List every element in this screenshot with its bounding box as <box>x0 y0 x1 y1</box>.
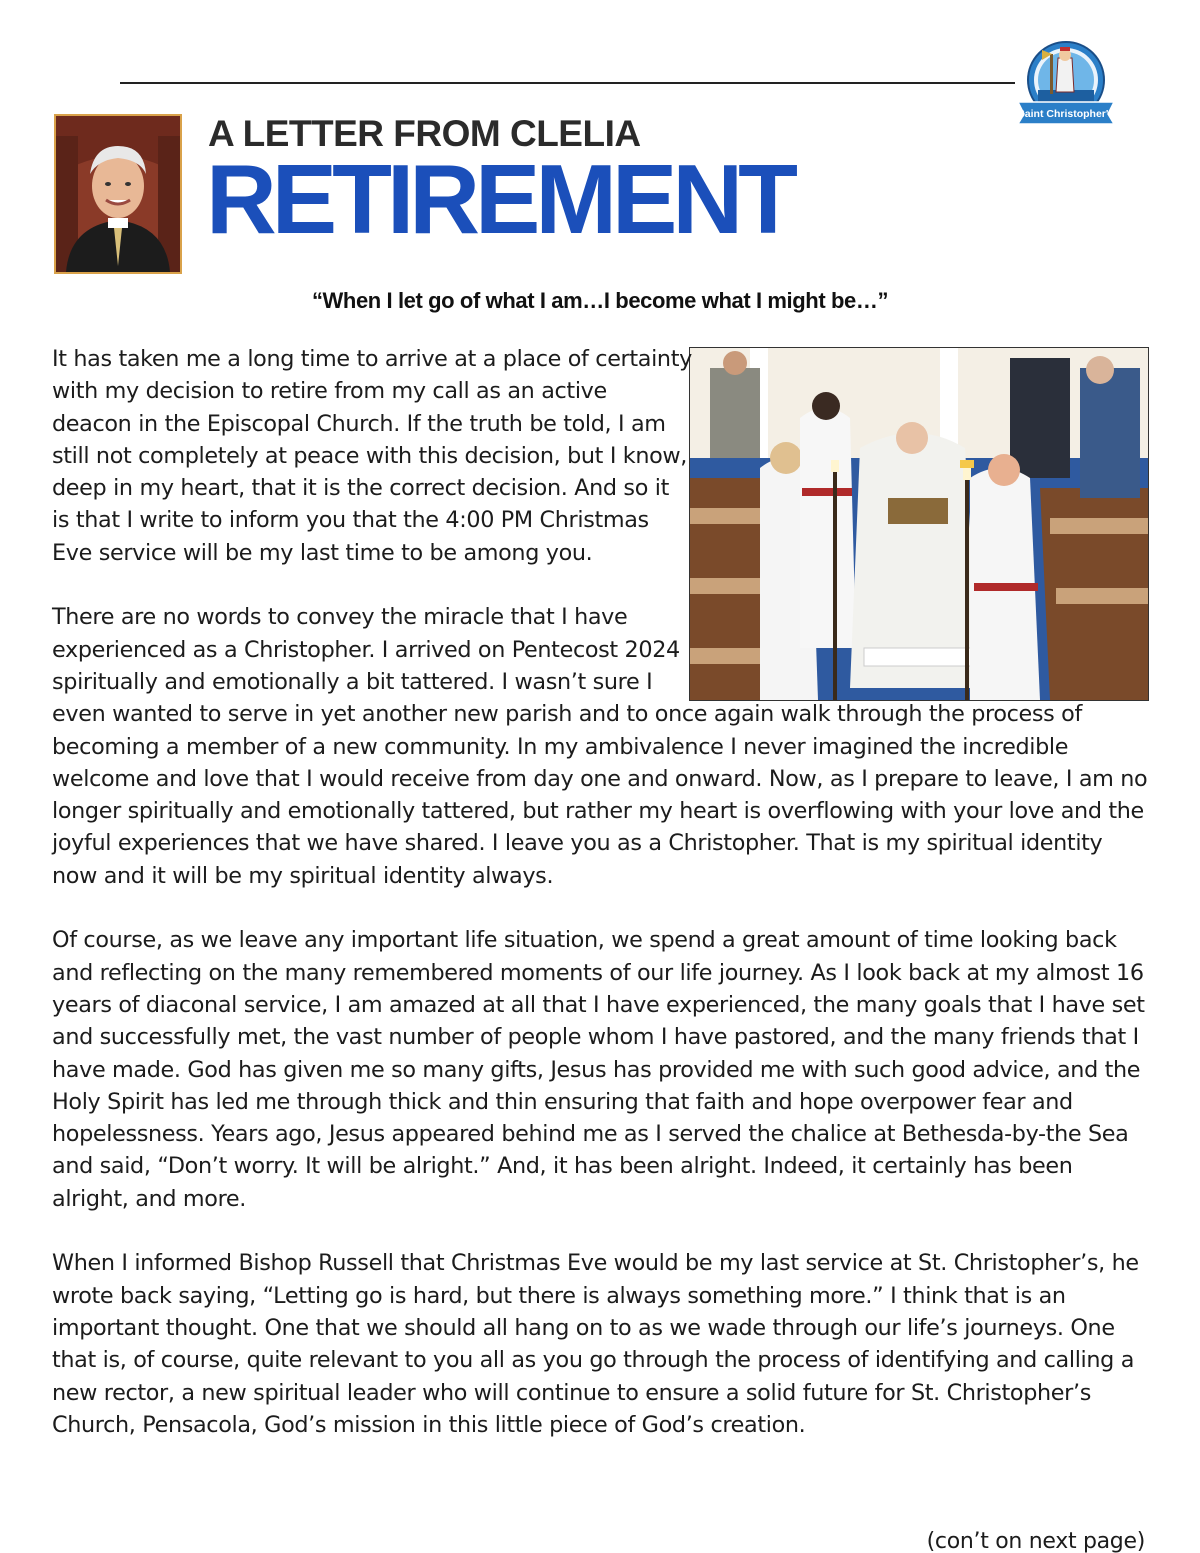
portrait-photo-icon <box>54 114 182 274</box>
continued-note: (con’t on next page) <box>926 1529 1145 1553</box>
logo-text: Saint Christopher's <box>1017 108 1115 120</box>
letter-paragraph: Of course, as we leave any important life situation, we spend a great amount of time looking back and reflecting on the many remembered moments of our life journey. As I look back at my almost 16 years of diaconal service, I am amazed at all that I have experienced, the many goals that I have set and successfully met, the vast number of people whom I have pastored, and the many friends that I have made. God has given me so many gifts, Jesus has provided me with such good advice, and the Holy Spirit has led me through thick and thin ensuring that faith and hope overpower fear and hopelessness. Years ago, Jesus appeared behind me as I served the chalice at Bethesda-by-the Sea and said, “Don’t worry. It will be alright.” And, it has been alright. Indeed, it certainly has been alright, and more. <box>52 927 1145 1212</box>
pull-quote: “When I let go of what I am…I become what I might be…” <box>311 288 889 313</box>
letter-paragraph: It has taken me a long time to arrive at a place of certainty with my decision to retire from my call as an active deacon in the Episcopal Church. If the truth be told, I am still not completely at peace with this decision, but I know, deep in my heart, that it is the correct decision. And so it is that I write to inform you that the 4:00 PM Christmas Eve service will be my last time to be among you. <box>52 346 692 566</box>
letter-paragraph: There are no words to convey the miracle that I have experienced as a Christopher. I arrived on Pentecost 2024 spiritually and emotionally a bit tattered. I wasn’t sure I even wanted to serve in yet another new parish and to once again walk through the process of becoming a member of a new community. In my ambivalence I never imagined the incredible welcome and love that I would receive from day one and onward. Now, as I prepare to leave, I am no longer spiritually and emotionally tattered, but rather my heart is overflowing with your love and the joyful experiences that we have shared. I leave you as a Christopher. That is my spiritual identity now and it will be my spiritual identity always. <box>52 604 1148 889</box>
article-headline: RETIREMENT <box>206 144 793 254</box>
church-logo-icon <box>1012 40 1120 132</box>
letter-paragraph: When I informed Bishop Russell that Christmas Eve would be my last service at St. Christopher’s, he wrote back saying, “Letting go is hard, but there is always something more.” I think that is an important thought. One that we should all hang on to as we wade through our life’s journeys. One that is, of course, quite relevant to you all as you go through the process of identifying and calling a new rector, a new spiritual leader who will continue to ensure a solid future for St. Christopher’s Church, Pensacola, God’s mission in this little piece of God’s creation. <box>52 1250 1139 1438</box>
article-kicker: A LETTER FROM CLELIA <box>208 113 641 154</box>
header-rule <box>120 82 1015 84</box>
letter-body <box>52 343 1152 1441</box>
